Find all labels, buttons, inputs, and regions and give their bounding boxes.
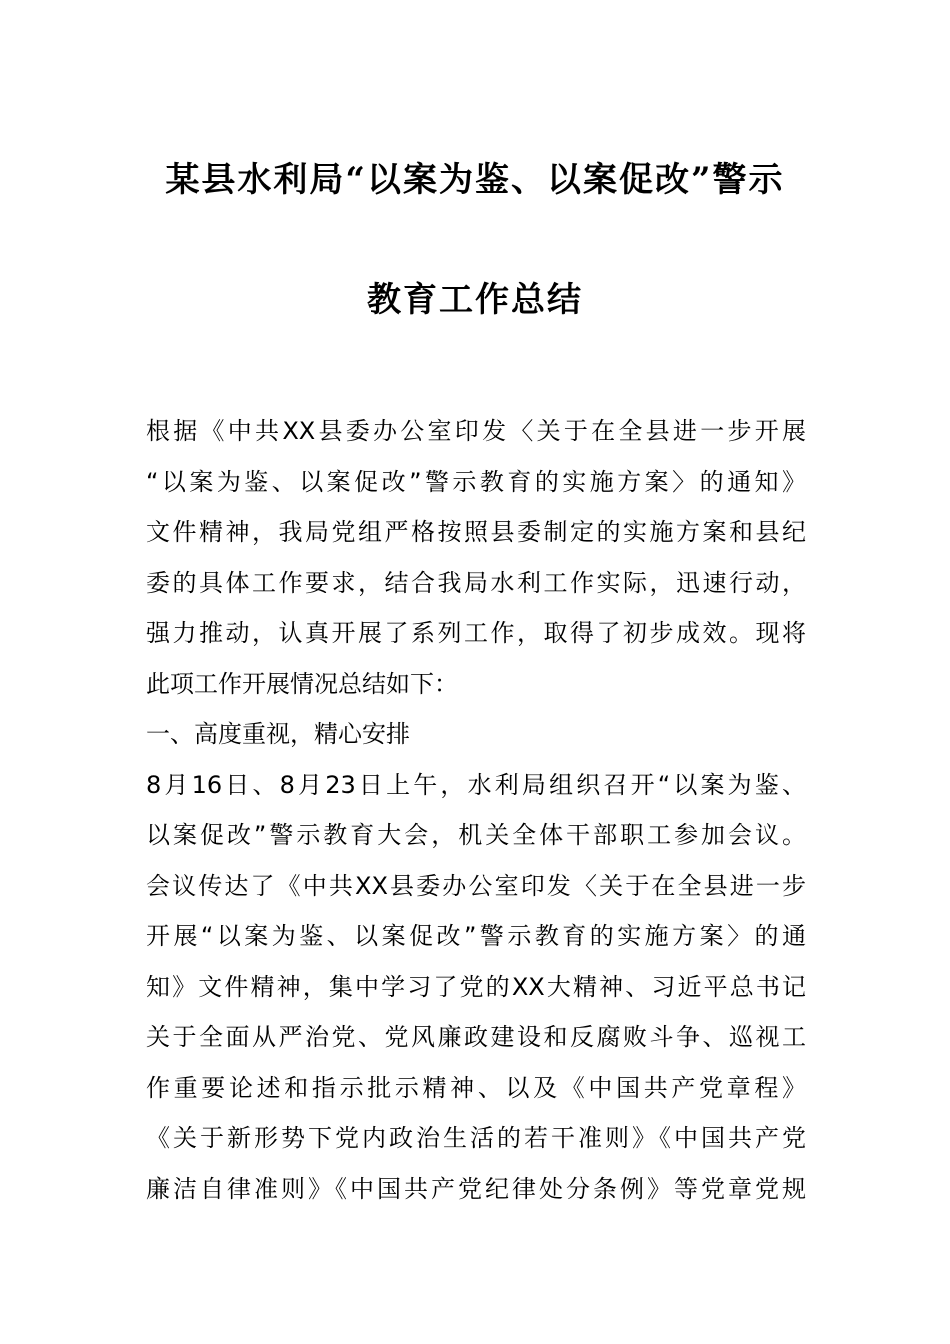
body-line: 开展“以案为鉴、以案促改”警示教育的实施方案〉的通 [146,922,806,950]
body-line: 委的具体工作要求，结合我局水利工作实际，迅速行动， [146,568,806,597]
body-line: 根据《中共XX县委办公室印发〈关于在全县进一步开展 [146,417,806,445]
body-line: 此项工作开展情况总结如下： [146,669,458,698]
body-line: 会议传达了《中共XX县委办公室印发〈关于在全县进一步 [146,871,806,900]
body-line: 廉洁自律准则》《中国共产党纪律处分条例》等党章党规 [146,1174,806,1203]
document-body [146,406,806,1214]
document-title-line-2: 教育工作总结 [367,280,583,320]
body-line: 文件精神，我局党组严格按照县委制定的实施方案和县纪 [146,518,806,546]
body-line: 知》文件精神，集中学习了党的XX大精神、习近平总书记 [146,972,806,1001]
body-line: 《关于新形势下党内政治生活的若干准则》《中国共产党 [146,1124,806,1152]
body-line: 关于全面从严治党、党风廉政建设和反腐败斗争、巡视工 [146,1023,806,1051]
body-line: 强力推动，认真开展了系列工作，取得了初步成效。现将 [146,619,806,647]
body-line: 8月16日、8月23日上午，水利局组织召开“以案为鉴、 [146,770,806,799]
section-heading: 一、高度重视，精心安排 [146,720,410,748]
body-line: “以案为鉴、以案促改”警示教育的实施方案〉的通知》 [146,467,806,496]
body-line: 作重要论述和指示批示精神、以及《中国共产党章程》 [146,1073,806,1102]
document-title-line-1: 某县水利局“以案为鉴、以案促改”警示 [165,160,785,200]
body-line: 以案促改”警示教育大会，机关全体干部职工参加会议。 [146,821,806,849]
